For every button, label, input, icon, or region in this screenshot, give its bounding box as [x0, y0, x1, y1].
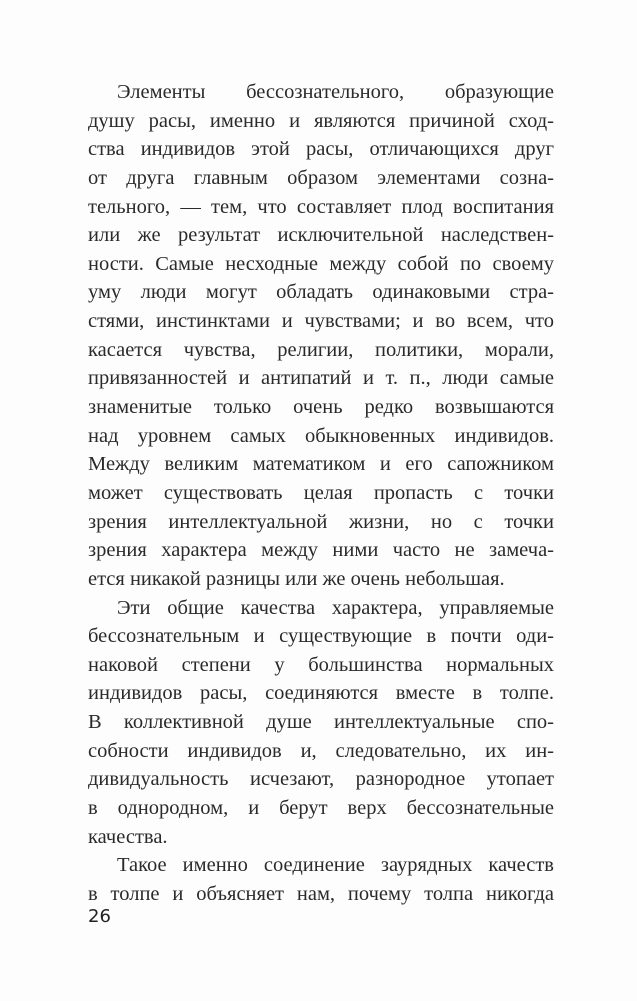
text-line: или же результат исключительной наследствен-: [88, 224, 554, 247]
text-line: над уровнем самых обыкновенных индивидов.: [88, 424, 554, 447]
text-line: касается чувства, религии, политики, морали,: [88, 338, 554, 361]
text-line: Между великим математиком и его сапожником: [88, 453, 554, 476]
text-line: в однородном, и берут верх бессознательные: [88, 797, 554, 820]
text-line: привязанностей и антипатий и т. п., люди самые: [88, 367, 554, 390]
paragraph: [88, 851, 554, 908]
text-line: зрения характера между ними часто не замеча-: [88, 539, 554, 562]
text-line: в толпе и объясняет нам, почему толпа никогда: [88, 882, 554, 905]
text-line: В коллективной душе интеллектуальные спо-: [88, 711, 554, 734]
text-line: стями, инстинктами и чувствами; и во всем, что: [88, 310, 554, 333]
text-line: ства индивидов этой расы, отличающихся друг: [88, 138, 554, 161]
text-line: зрения интеллектуальной жизни, но с точки: [88, 510, 554, 533]
text-line: индивидов расы, соединяются вместе в толпе.: [88, 682, 554, 705]
text-line: ности. Самые несходные между собой по своему: [88, 252, 554, 275]
page-number: 26: [88, 906, 111, 927]
text-line: ется никакой разницы или же очень небольшая.: [88, 567, 505, 590]
text-line: наковой степени у большинства нормальных: [88, 653, 554, 676]
text-line: Такое именно соединение заурядных качеств: [117, 854, 554, 877]
text-line: знаменитые только очень редко возвышаются: [88, 396, 554, 419]
text-line: качества.: [88, 825, 168, 848]
paragraph: [88, 594, 554, 852]
text-line: Эти общие качества характера, управляемые: [117, 596, 554, 619]
paragraph: [88, 78, 554, 594]
text-line: уму люди могут обладать одинаковыми стра-: [88, 281, 554, 304]
text-line: от друга главным образом элементами созна-: [88, 166, 554, 189]
text-line: собности индивидов и, следовательно, их ин-: [88, 739, 554, 762]
text-line: душу расы, именно и являются причиной сход-: [88, 109, 554, 132]
text-line: Элементы бессознательного, образующие: [117, 81, 554, 103]
text-line: дивидуальность исчезают, разнородное утопает: [88, 768, 554, 791]
text-line: бессознательным и существующие в почти оди-: [88, 625, 554, 648]
text-line: может существовать целая пропасть с точки: [88, 481, 554, 504]
page-body-text: [88, 78, 554, 909]
text-line: тельного, — тем, что составляет плод воспитания: [88, 195, 554, 218]
